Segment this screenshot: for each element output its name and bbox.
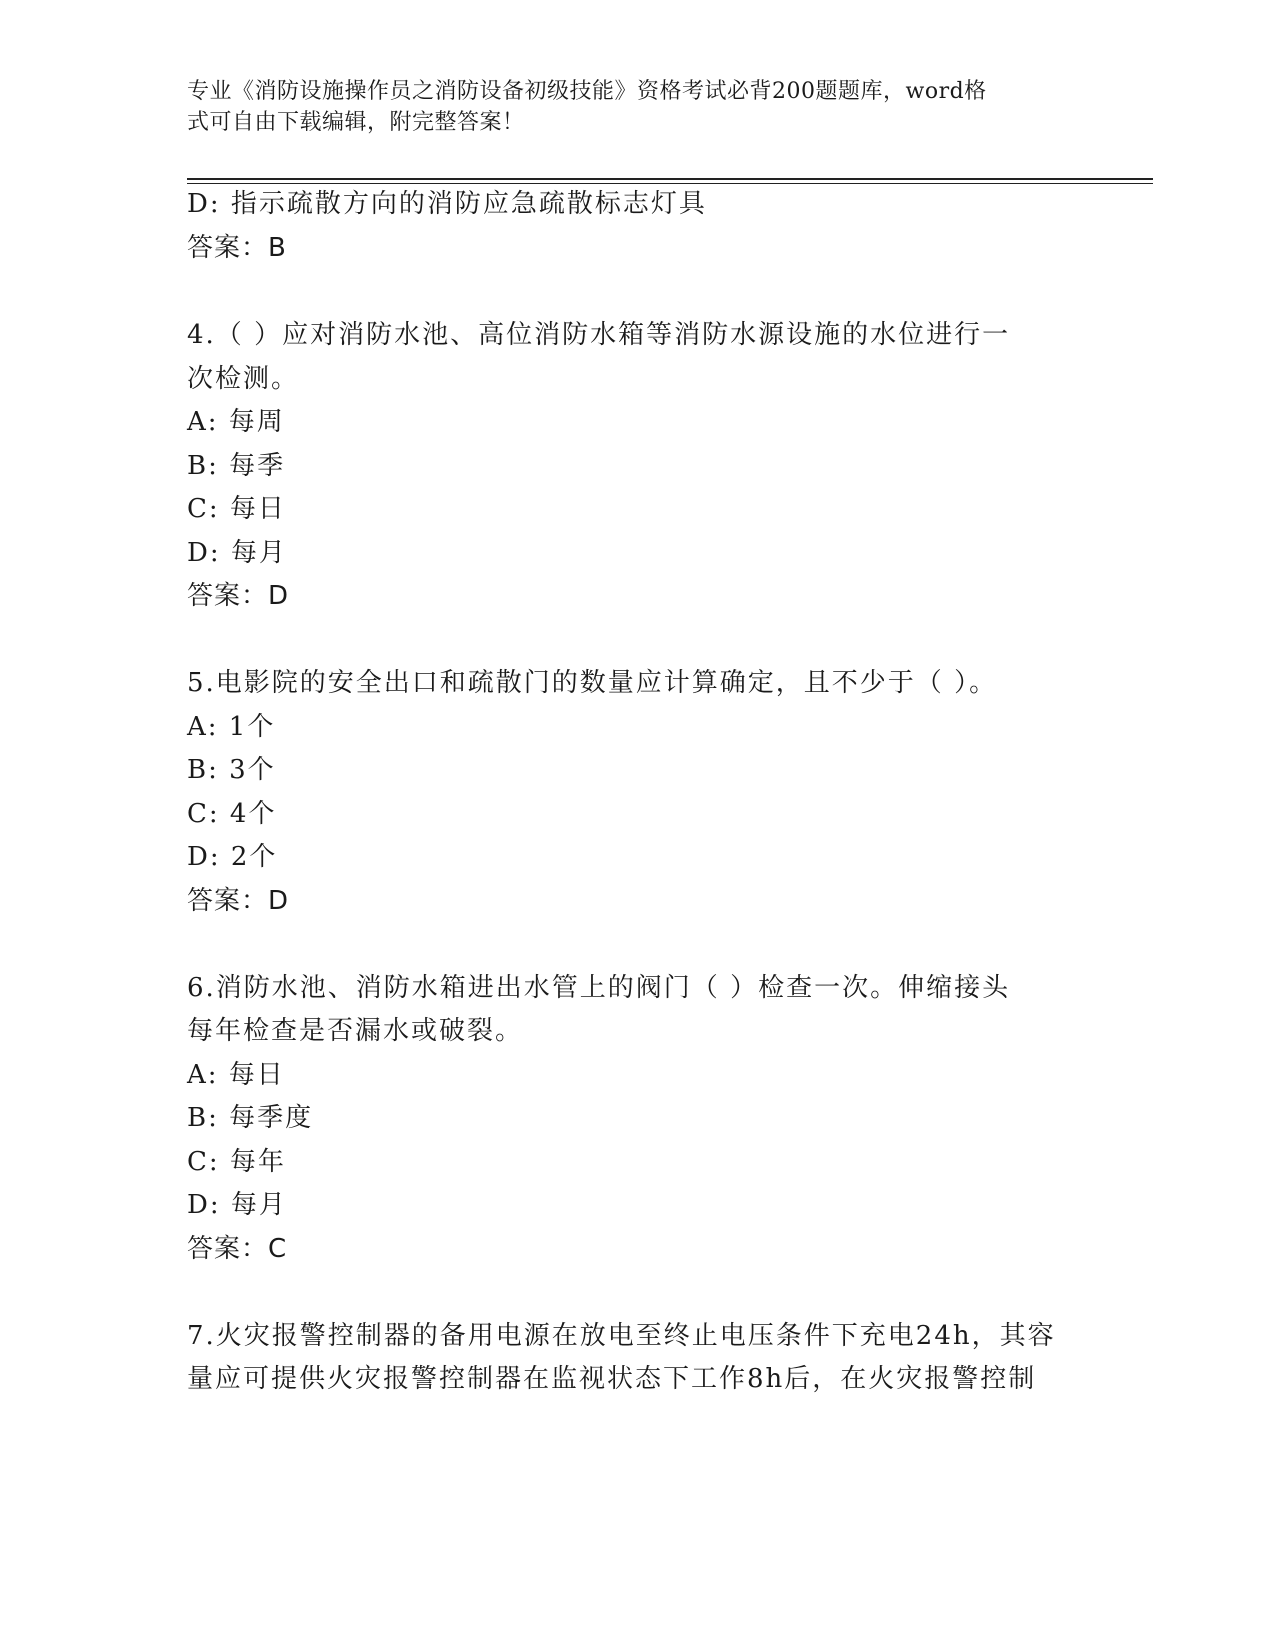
q5-stem-line-1: 5.电影院的安全出口和疏散门的数量应计算确定，且不少于（ ）。 (187, 668, 998, 698)
q5-option-a: A: 1个 (187, 712, 276, 742)
q4-option-c: C: 每日 (187, 494, 286, 524)
document-header (187, 76, 1067, 138)
q6-option-b: B: 每季度 (187, 1103, 314, 1133)
header-line-2: 式可自由下载编辑，附完整答案！ (187, 110, 525, 135)
prev-option-d: D: 指示疏散方向的消防应急疏散标志灯具 (187, 189, 707, 219)
q5-option-c: C: 4个 (187, 799, 277, 829)
q4-answer: 答案：D (187, 581, 290, 611)
q4-stem-line-1: 4.（ ）应对消防水池、高位消防水箱等消防水源设施的水位进行一 (187, 320, 1011, 350)
q6-option-c: C: 每年 (187, 1147, 286, 1177)
q6-stem-line-2: 每年检查是否漏水或破裂。 (187, 1016, 524, 1046)
prev-answer: 答案：B (187, 233, 287, 263)
q5-option-d: D: 2个 (187, 842, 278, 872)
q6-stem-line-1: 6.消防水池、消防水箱进出水管上的阀门（ ）检查一次。伸缩接头 (187, 973, 1011, 1003)
header-rule-thin (187, 183, 1153, 184)
header-rule-thick (187, 178, 1153, 180)
q4-stem-line-2: 次检测。 (187, 364, 300, 394)
q4-option-d: D: 每月 (187, 538, 287, 568)
q6-option-a: A: 每日 (187, 1060, 285, 1090)
q6-option-d: D: 每月 (187, 1190, 287, 1220)
q4-option-b: B: 每季 (187, 451, 286, 481)
q5-answer: 答案：D (187, 886, 290, 916)
header-line-1: 专业《消防设施操作员之消防设备初级技能》资格考试必背200题题库，word格 (187, 79, 987, 104)
q7-stem-line-1: 7.火灾报警控制器的备用电源在放电至终止电压条件下充电24h，其容 (187, 1321, 1056, 1351)
q4-option-a: A: 每周 (187, 407, 285, 437)
q5-option-b: B: 3个 (187, 755, 276, 785)
q6-answer: 答案：C (187, 1234, 288, 1264)
q7-stem-line-2: 量应可提供火灾报警控制器在监视状态下工作8h后，在火灾报警控制 (187, 1364, 1037, 1394)
